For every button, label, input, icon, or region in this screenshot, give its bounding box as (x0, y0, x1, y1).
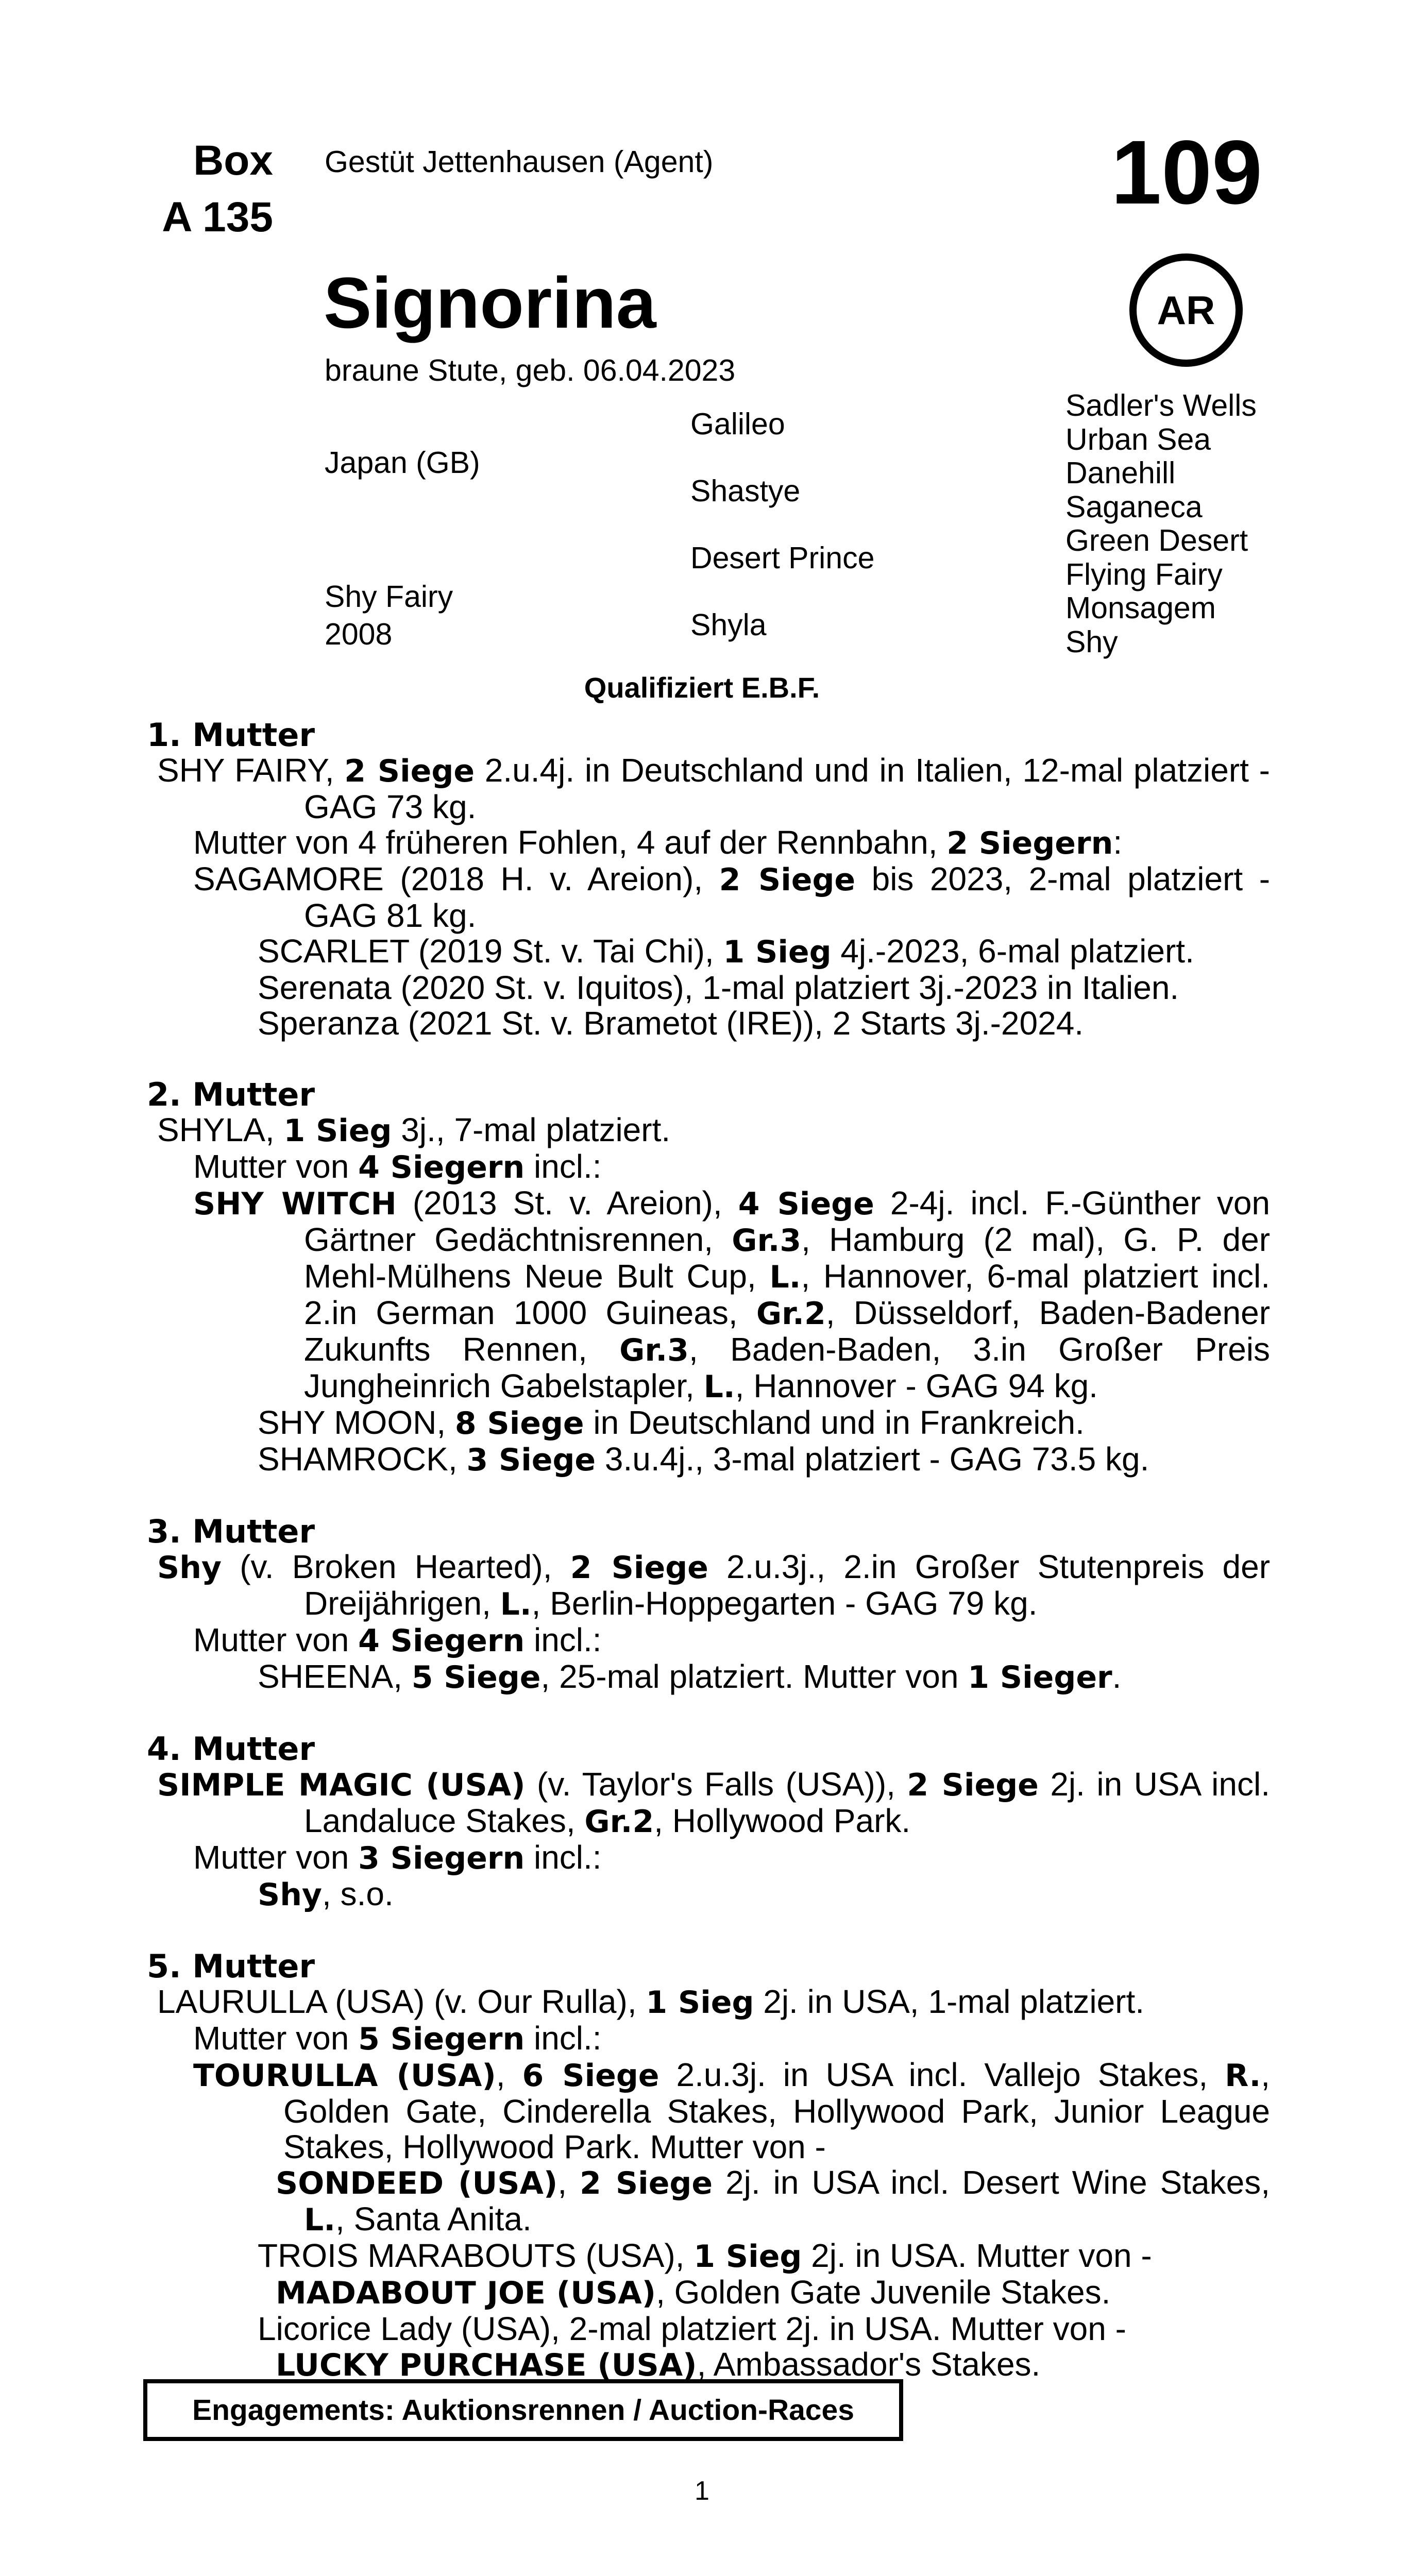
pedigree-great-grandparent: Sadler's Wells (1065, 388, 1257, 422)
dam-record: LAURULLA (USA) (v. Our Rulla), 1 Sieg 2j. in USA, 1-mal platziert. (157, 1983, 1145, 2021)
produce-entry: Licorice Lady (USA), 2-mal platziert 2j. in USA. Mutter von - (258, 2310, 1126, 2347)
pedigree-great-grandparent: Danehill (1065, 456, 1176, 490)
dam-record: SHYLA, 1 Sieg 3j., 7-mal platziert. (157, 1111, 671, 1149)
lot-number: 109 (1111, 122, 1262, 223)
ar-badge-label: AR (1157, 287, 1215, 333)
grand-produce-entry: MADABOUT JOE (USA), Golden Gate Juvenile Stakes. (276, 2274, 1111, 2311)
engagements-label: Engagements: Auktionsrennen / Auction-Races (192, 2394, 854, 2427)
pedigree-great-grandparent: Flying Fairy (1065, 557, 1223, 591)
dam-heading: 1. Mutter (147, 716, 315, 754)
box-label: Box (193, 137, 273, 184)
pedigree-grandparent: Galileo (690, 407, 785, 441)
dam-heading: 5. Mutter (147, 1947, 315, 1985)
produce-entry: SHEENA, 5 Siege, 25-mal platziert. Mutter von 1 Sieger. (258, 1658, 1122, 1696)
dam-heading: 4. Mutter (147, 1730, 315, 1768)
dam-produce-summary: Mutter von 5 Siegern incl.: (193, 2020, 602, 2057)
produce-entry: Serenata (2020 St. v. Iquitos), 1-mal platziert 3j.-2023 in Italien. (258, 969, 1179, 1006)
pedigree-dam-year: 2008 (325, 617, 393, 651)
produce-entry: TROIS MARABOUTS (USA), 1 Sieg 2j. in USA. Mutter von - (258, 2237, 1152, 2275)
pedigree-great-grandparent: Shy (1065, 624, 1118, 659)
pedigree-great-grandparents (1065, 389, 1257, 659)
grand-produce-entry: SONDEED (USA), 2 Siege 2j. in USA incl. Desert Wine Stakes, L., Santa Anita. (276, 2164, 1271, 2238)
pedigree-grandparent: Desert Prince (690, 541, 875, 575)
dam-record: SHY FAIRY, 2 Siege 2.u.4j. in Deutschland und in Italien, 12-mal platziert - GAG 73 kg. (157, 752, 1270, 825)
page-number: 1 (695, 2476, 709, 2506)
dam-record: Shy (v. Broken Hearted), 2 Siege 2.u.3j., 2.in Großer Stutenpreis der Dreijährigen, L., Berlin-Hoppegarten - GAG 79 kg. (157, 1548, 1270, 1622)
pedigree-great-grandparent: Monsagem (1065, 591, 1216, 625)
horse-name: Signorina (324, 262, 656, 343)
dam-heading: 2. Mutter (147, 1076, 315, 1113)
box-number: A 135 (162, 194, 273, 241)
engagements-box (143, 2379, 903, 2441)
produce-entry: SCARLET (2019 St. v. Tai Chi), 1 Sieg 4j.-2023, 6-mal platziert. (258, 933, 1194, 970)
pedigree-dam: Shy Fairy (325, 580, 453, 614)
grand-produce-entry: LUCKY PURCHASE (USA), Ambassador's Stakes. (276, 2346, 1041, 2383)
dam-produce-summary: Mutter von 4 Siegern incl.: (193, 1148, 602, 1185)
agent-name: Gestüt Jettenhausen (Agent) (325, 145, 714, 179)
dam-line (147, 717, 1270, 2383)
dam-produce-summary: Mutter von 4 früheren Fohlen, 4 auf der Rennbahn, 2 Siegern: (193, 824, 1123, 861)
produce-entry: SAGAMORE (2018 H. v. Areion), 2 Siege bis 2023, 2-mal platziert - GAG 81 kg. (193, 860, 1271, 934)
pedigree-great-grandparent: Saganeca (1065, 489, 1203, 524)
pedigree-grandparent: Shyla (690, 608, 767, 642)
produce-entry: Speranza (2021 St. v. Brametot (IRE)), 2 Starts 3j.-2024. (258, 1005, 1084, 1042)
produce-entry: TOURULLA (USA), 6 Siege 2.u.3j. in USA incl. Vallejo Stakes, R., Golden Gate, Cinderella Stakes, Hollywood Park, Junior League Stakes, Hollywood Park. Mutter von - (193, 2056, 1271, 2165)
pedigree-grandparent: Shastye (690, 474, 801, 508)
produce-entry: Shy, s.o. (258, 1875, 394, 1913)
produce-entry: SHAMROCK, 3 Siege 3.u.4j., 3-mal platziert - GAG 73.5 kg. (258, 1440, 1149, 1478)
dam-produce-summary: Mutter von 4 Siegern incl.: (193, 1621, 602, 1659)
qualification-note: Qualifiziert E.B.F. (584, 671, 820, 704)
dam-record: SIMPLE MAGIC (USA) (v. Taylor's Falls (USA)), 2 Siege 2j. in USA incl. Landaluce Stakes, Gr.2, Hollywood Park. (157, 1766, 1270, 1840)
pedigree-great-grandparent: Urban Sea (1065, 422, 1211, 456)
ar-badge (1129, 253, 1243, 367)
pedigree-great-grandparent: Green Desert (1065, 523, 1248, 557)
pedigree-sire: Japan (GB) (325, 446, 480, 480)
dam-produce-summary: Mutter von 3 Siegern incl.: (193, 1839, 602, 1876)
produce-entry: SHY WITCH (2013 St. v. Areion), 4 Siege 2-4j. incl. F.-Günther von Gärtner Gedächtnisrennen, Gr.3, Hamburg (2 mal), G. P. der Mehl-Mülhens Neue Bult Cup, L., Hannover, 6-mal platziert incl. 2.in German 1000 Guineas, Gr.2, Düsseldorf, Baden-Badener Zukunfts Rennen, Gr.3, Baden-Baden, 3.in Großer Preis Jungheinrich Gabelstapler, L., Hannover - GAG 94 kg. (193, 1184, 1271, 1405)
produce-entry: SHY MOON, 8 Siege in Deutschland und in Frankreich. (258, 1404, 1085, 1442)
dam-heading: 3. Mutter (147, 1513, 315, 1550)
horse-description: braune Stute, geb. 06.04.2023 (325, 353, 736, 387)
